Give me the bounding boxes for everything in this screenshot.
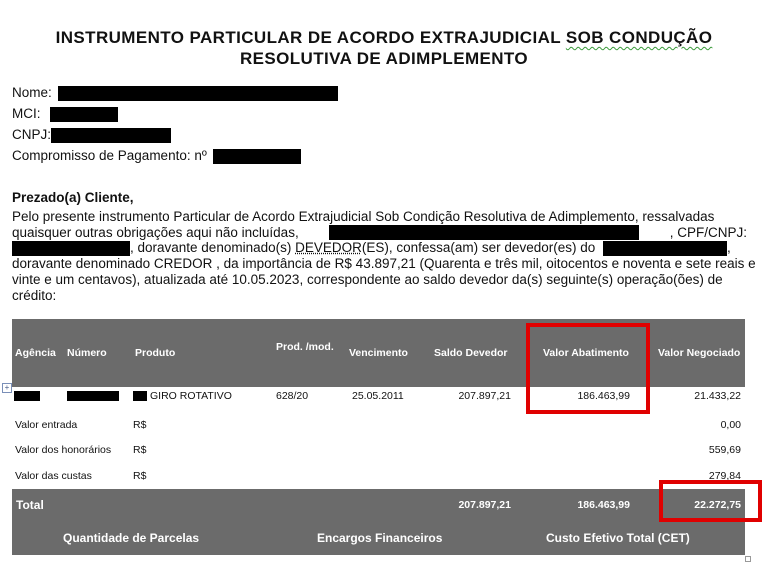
extra-value: 559,69 [708, 444, 741, 456]
header-numero: Número [67, 347, 107, 359]
cell-prod-mod: 628/20 [276, 390, 309, 402]
extra-label: Valor entrada [15, 419, 78, 431]
total-abatimento: 186.463,99 [577, 499, 630, 511]
paragraph-line-3 [12, 240, 747, 256]
paragraph-line-5: vinte e um centavos), atualizada até 10.05.2023, correspondente ao saldo devedor da(s) seguinte(s) operação(ões) de [12, 272, 723, 287]
redacted-produto-code [133, 391, 147, 401]
title-part-b: SOB CONDUÇÃO [565, 28, 713, 47]
paragraph-line-3-c: (ES), confessa(am) ser devedor(es) do [361, 240, 596, 255]
extra-value: 0,00 [720, 419, 741, 431]
paragraph-line-2-b: , CPF/CNPJ: [669, 225, 747, 240]
extra-label: Valor dos honorários [15, 444, 112, 456]
redacted-numero [67, 391, 119, 401]
footer-parcelas: Quantidade de Parcelas [63, 531, 200, 545]
cell-produto: GIRO ROTATIVO [150, 390, 232, 402]
paragraph-line-2-a: quaisquer outras obrigações aqui não incluídas, [12, 225, 299, 240]
header-agencia: Agência [15, 347, 56, 359]
paragraph-line-3-a: , doravante denominado(s) [130, 240, 292, 255]
redacted-cpf [12, 241, 130, 256]
redacted-mci [50, 107, 118, 122]
total-negociado: 22.272,75 [694, 499, 741, 511]
footer-cet: Custo Efetivo Total (CET) [546, 531, 690, 545]
header-saldo-devedor: Saldo Devedor [434, 347, 508, 359]
document-title-line-1 [0, 27, 768, 48]
paragraph-line-2 [12, 225, 747, 241]
field-nome [12, 85, 338, 101]
header-vencimento: Vencimento [349, 347, 408, 359]
total-saldo: 207.897,21 [458, 499, 511, 511]
highlight-total-negociado [659, 480, 762, 522]
cell-saldo-devedor: 207.897,21 [458, 390, 511, 402]
header-valor-negociado: Valor Negociado [658, 347, 741, 359]
title-part-a: INSTRUMENTO PARTICULAR DE ACORDO EXTRAJUDICIAL [55, 28, 566, 47]
cell-valor-negociado: 21.433,22 [694, 390, 741, 402]
cell-valor-abatimento: 186.463,99 [577, 390, 630, 402]
field-cnpj-label: CNPJ: [12, 127, 52, 142]
redacted-name-2 [329, 225, 639, 240]
paragraph-line-6: crédito: [12, 288, 57, 303]
paragraph-line-4: doravante denominado CREDOR , da importância de R$ 43.897,21 (Quarenta e três mil, oitocentos e noventa e sete reais e [12, 256, 756, 271]
field-mci-label: MCI: [12, 106, 41, 121]
paragraph-line-3-d: , [727, 240, 731, 255]
highlight-valor-abatimento [526, 323, 650, 414]
redacted-compromisso [213, 149, 301, 164]
extra-value: 279,84 [708, 470, 741, 482]
header-prod-mod: Prod. /mod. [276, 341, 334, 353]
field-compromisso [12, 148, 301, 164]
field-nome-label: Nome: [12, 85, 52, 100]
greeting: Prezado(a) Cliente, [12, 190, 134, 205]
field-compromisso-label: Compromisso de Pagamento: nº [12, 148, 207, 163]
redacted-nome [58, 86, 338, 101]
redacted-credor [603, 241, 727, 256]
table-move-handle-icon[interactable]: + [2, 383, 12, 393]
field-cnpj [12, 127, 171, 143]
paragraph-devedor: DEVEDOR [295, 240, 362, 255]
field-mci [12, 106, 118, 122]
cell-vencimento: 25.05.2011 [352, 390, 404, 402]
header-produto: Produto [135, 347, 176, 359]
extra-currency: R$ [133, 419, 147, 431]
redacted-cnpj [51, 128, 171, 143]
header-valor-abatimento: Valor Abatimento [543, 347, 629, 359]
table-resize-handle-icon[interactable] [745, 556, 751, 562]
extra-label: Valor das custas [15, 470, 92, 482]
footer-encargos: Encargos Financeiros [317, 531, 443, 545]
redacted-agencia [14, 391, 40, 401]
extra-currency: R$ [133, 470, 147, 482]
paragraph-line-1: Pelo presente instrumento Particular de Acordo Extrajudicial Sob Condição Resolutiva de Adimplemento, ressalvadas [12, 209, 715, 224]
total-label: Total [16, 498, 44, 512]
table-total-row [12, 489, 745, 521]
table-footer-row [12, 521, 745, 555]
document-title-line-2: RESOLUTIVA DE ADIMPLEMENTO [239, 49, 529, 68]
extra-currency: R$ [133, 444, 147, 456]
